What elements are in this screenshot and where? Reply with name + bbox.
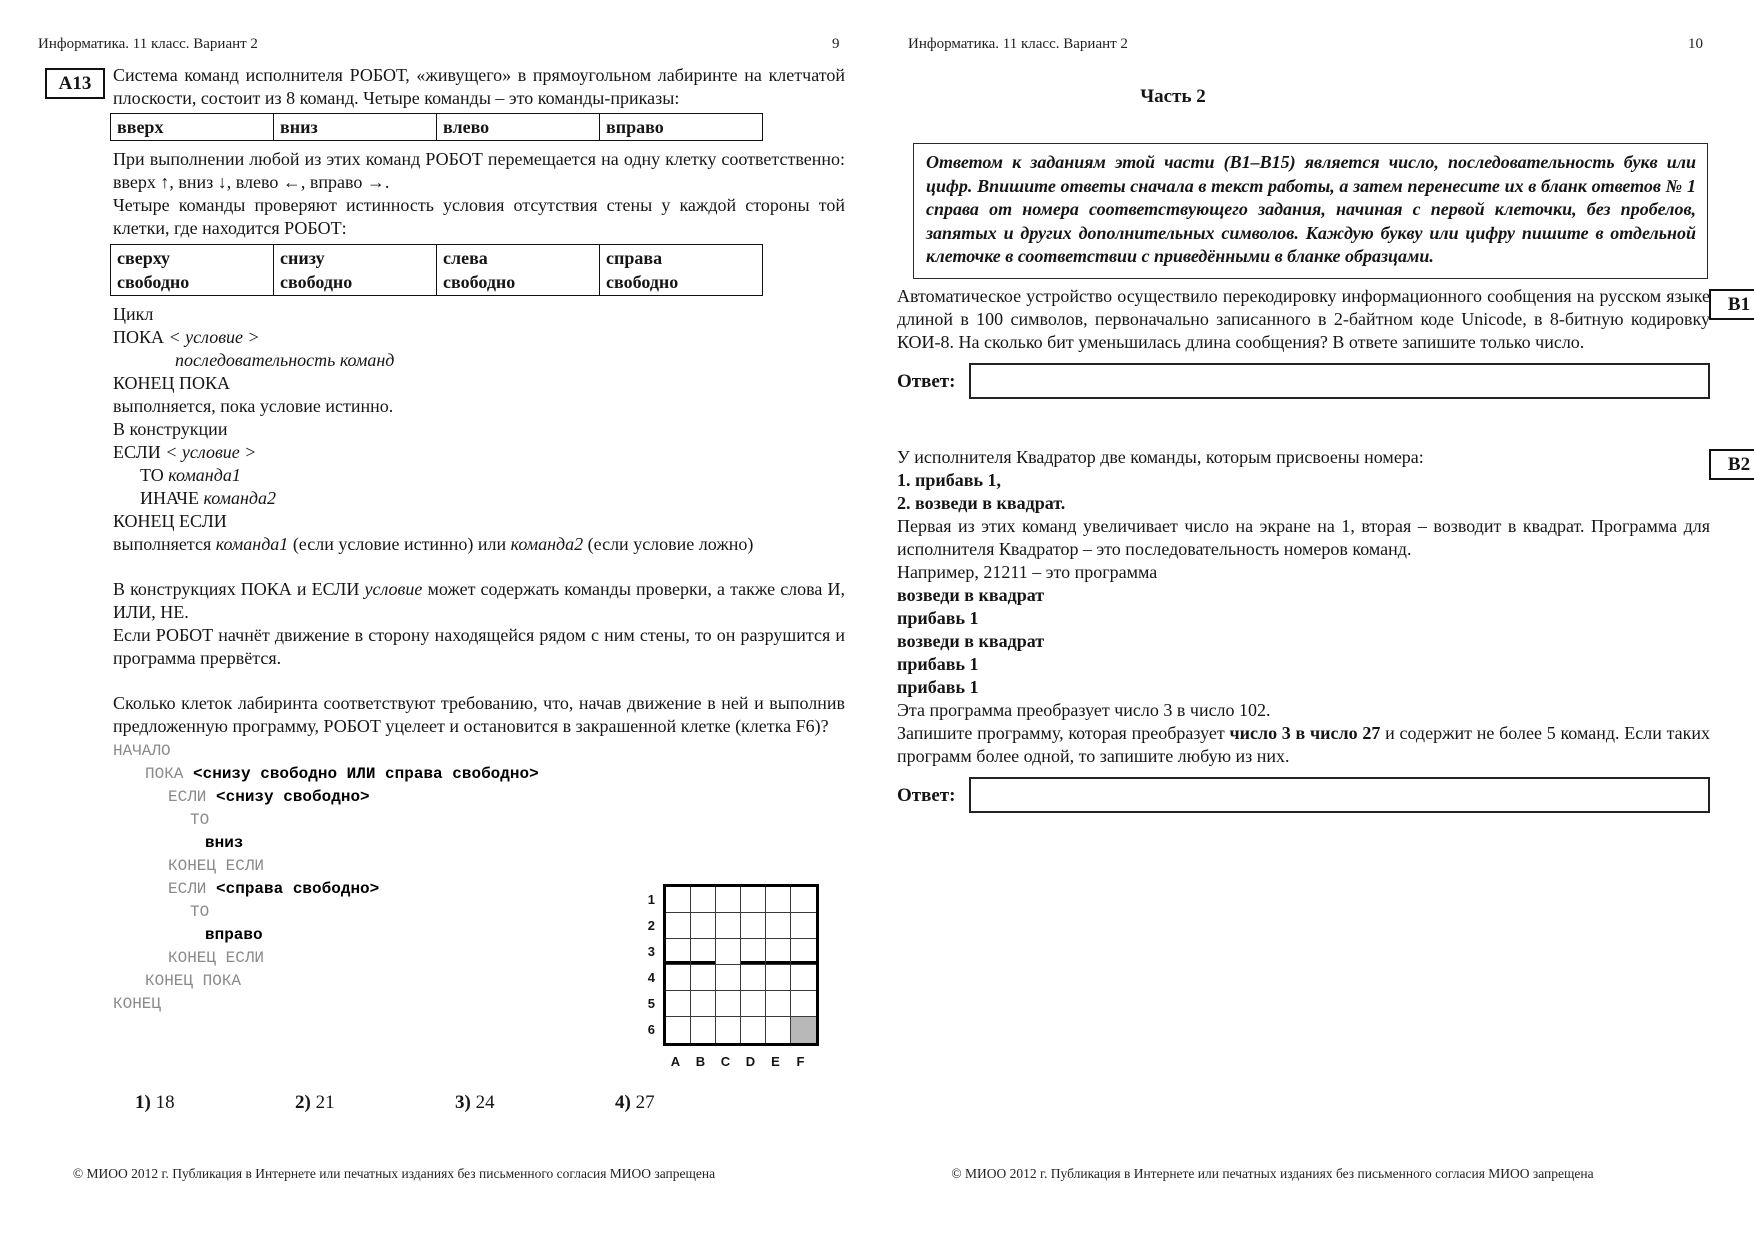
b2-program-line: прибавь 1 [897,654,979,674]
grid-cell-D2 [741,913,766,939]
grid-cell-E6 [766,1017,791,1043]
grid-cell-A2 [666,913,691,939]
grid-cell-F4 [791,965,816,991]
grid-cell-D5 [741,991,766,1017]
code-line: КОНЕЦ ЕСЛИ [168,949,265,967]
grid-cell-E3 [766,939,791,965]
task-question: Сколько клеток лабиринта соответствуют требованию, что, начав движение в ней и выполнив предложенную программу, РОБОТ уцелеет и остановится в закрашенной клетке (клетка F6)? [113,693,845,736]
code-line: НАЧАЛО [113,742,171,760]
b2-command-1: 1. прибавь 1, [897,470,1001,490]
code-line: ПОКА <снизу свободно ИЛИ справа свободно> [145,765,539,783]
cycle-line: ТО команда1 [140,465,241,485]
b2-result: Эта программа преобразует число 3 в число 102. [897,700,1271,720]
code-line: КОНЕЦ ЕСЛИ [168,857,265,875]
page-10 [877,0,1754,1239]
grid-cell-B6 [691,1017,716,1043]
b1-text: Автоматическое устройство осуществило перекодировку информационного сообщения на русском языке длиной в 100 символов, первоначально записанного в 2-байтном коде Unicode, в 8-битную кодировку КОИ-8. На сколько бит уменьшилась длина сообщения? В ответе запишите только число. [897,286,1710,352]
grid-cell-A1 [666,887,691,913]
b2-program-line: прибавь 1 [897,677,979,697]
grid-cell-B1 [691,887,716,913]
grid-cell-C5 [716,991,741,1017]
task-intro: Система команд исполнителя РОБОТ, «живущего» в прямоугольном лабиринте на клетчатой плоскости, состоит из 8 команд. Четыре команды – это команды-приказы: [113,65,845,108]
grid-cell-E4 [766,965,791,991]
b2-paragraph: Первая из этих команд увеличивает число на экране на 1, вторая – возводит в квадрат. Программа для исполнителя Квадратор – это последовательность номеров команд. [897,516,1710,559]
code-line: КОНЕЦ [113,995,162,1013]
grid-column-label: A [670,1054,681,1069]
grid-column-label: E [771,1054,780,1069]
copyright-footer: © МИОО 2012 г. Публикация в Интернете или печатных изданиях без письменного согласия МИОО запрещена [72,1166,716,1181]
b2-program-line: возведи в квадрат [897,585,1045,605]
answer-option-1: 1) 18 [135,1092,175,1113]
grid-row-label: 3 [647,944,655,959]
b2-program-line: прибавь 1 [897,608,979,628]
grid-row-label: 5 [647,996,655,1011]
para-constructions: В конструкциях ПОКА и ЕСЛИ условие может содержать команды проверки, а также слова И, ИЛИ, НЕ. [113,579,846,622]
grid-cell-A4 [666,965,691,991]
grid-row-label: 1 [647,892,655,907]
page-number: 10 [1688,36,1703,52]
labyrinth-figure [642,884,842,1084]
answer-option-2: 2) 21 [295,1092,335,1113]
grid-cell-E5 [766,991,791,1017]
grid-cell-C4 [716,965,741,991]
grid-cell-B5 [691,991,716,1017]
para-check: Четыре команды проверяют истинность условия отсутствия стены у каждой стороны той клетки, где находится РОБОТ: [113,195,845,238]
para-if-explanation: выполняется команда1 (если условие истинно) или команда2 (если условие ложно) [113,534,754,554]
grid-row-label: 2 [647,918,655,933]
code-line: ЕСЛИ <снизу свободно> [168,788,370,806]
b2-intro: У исполнителя Квадратор две команды, которым присвоены номера: [897,447,1424,467]
grid-column-label: B [695,1054,706,1069]
cycle-line: ЕСЛИ < условие > [113,442,257,462]
cycle-line: последовательность команд [175,350,395,370]
grid-cell-F1 [791,887,816,913]
b2-example-intro: Например, 21211 – это программа [897,562,1158,582]
grid-cell-B2 [691,913,716,939]
code-line: ТО [190,811,210,829]
grid-row-label: 6 [647,1022,655,1037]
b2-command-2: 2. возведи в квадрат. [897,493,1066,513]
code-line: вправо [205,926,263,944]
grid-cell-A3 [666,939,691,965]
grid-cell-C6 [716,1017,741,1043]
table-cell: слева свободно [437,245,600,296]
grid-row-label: 4 [647,970,655,985]
b1-answer-field[interactable] [969,363,1710,399]
grid-cell-A5 [666,991,691,1017]
task-badge-a13: А13 [45,68,105,99]
code-line: ЕСЛИ <справа свободно> [168,880,380,898]
labyrinth-grid [663,884,819,1046]
page-header: Информатика. 11 класс. Вариант 2 [38,36,258,52]
code-line: КОНЕЦ ПОКА [145,972,242,990]
cycle-line: ПОКА < условие > [113,327,260,347]
part2-title: Часть 2 [1140,86,1206,107]
cycle-line: КОНЕЦ ПОКА [113,373,231,393]
task-a13-body [113,64,845,1016]
grid-column-labels [663,1054,813,1069]
b2-program-line: возведи в квадрат [897,631,1045,651]
table-cell: справа свободно [600,245,763,296]
grid-cell-D6 [741,1017,766,1043]
grid-cell-B3 [691,939,716,965]
page-number: 9 [832,36,840,52]
b2-answer-label: Ответ: [897,784,956,806]
grid-cell-F2 [791,913,816,939]
table-cell: снизу свободно [274,245,437,296]
page-header: Информатика. 11 класс. Вариант 2 [908,36,1128,52]
cycle-line: ИНАЧЕ команда2 [140,488,277,508]
conditions-table [110,244,763,296]
grid-column-label: C [720,1054,731,1069]
para-wall-crash: Если РОБОТ начнёт движение в сторону находящейся рядом с ним стены, то он разрушится и программа прервётся. [113,625,845,668]
cycle-line: В конструкции [113,419,228,439]
cycle-title: Цикл [113,304,154,324]
grid-column-label: D [745,1054,756,1069]
grid-column-label: F [796,1054,805,1069]
grid-cell-D1 [741,887,766,913]
grid-cell-C1 [716,887,741,913]
b2-task: Запишите программу, которая преобразует число 3 в число 27 и содержит не более 5 команд. Если таких программ более одной, то запишите любую из них. [897,723,1711,766]
answer-options [113,1092,753,1114]
task-b2-body [897,446,1710,813]
para-move: При выполнении любой из этих команд РОБОТ перемещается на одну клетку соответственно: вверх ↑, вниз ↓, влево ←, вправо →. [113,149,845,192]
b2-answer-field[interactable] [969,777,1710,813]
task-badge-b2: В2 [1709,449,1754,480]
table-cell: влево [437,114,600,141]
table-cell: сверху свободно [111,245,274,296]
grid-cell-D4 [741,965,766,991]
grid-cell-F6 [791,1017,816,1043]
grid-row-labels [642,887,655,1043]
answer-option-3: 3) 24 [455,1092,495,1113]
cycle-line: КОНЕЦ ЕСЛИ [113,511,227,531]
table-cell: вверх [111,114,274,141]
task-badge-b1: В1 [1709,289,1754,320]
grid-cell-B4 [691,965,716,991]
grid-cell-A6 [666,1017,691,1043]
table-cell: вниз [274,114,437,141]
part2-instruction-box: Ответом к заданиям этой части (В1–В15) является число, последовательность букв или цифр. Впишите ответы сначала в текст работы, а затем перенесите их в бланк ответов № 1 справа от номера соответствующего задания, начиная с первой клеточки, без пробелов, запятых и других дополнительных символов. Каждую букву или цифру пишите в отдельной клеточке в соответствии с приведёнными в бланке образцами. [913,143,1708,279]
grid-cell-E1 [766,887,791,913]
cycle-line: выполняется, пока условие истинно. [113,396,394,416]
grid-cell-C3 [716,939,741,965]
b2-answer-row [897,777,1710,813]
copyright-footer: © МИОО 2012 г. Публикация в Интернете или печатных изданиях без письменного согласия МИОО запрещена [951,1166,1594,1181]
answer-option-4: 4) 27 [615,1092,655,1113]
grid-cell-E2 [766,913,791,939]
grid-cell-D3 [741,939,766,965]
task-b1-body [897,285,1710,399]
code-line: ТО [190,903,210,921]
code-line: вниз [205,834,244,852]
b1-answer-label: Ответ: [897,370,956,392]
commands-table [110,113,763,141]
grid-cell-F5 [791,991,816,1017]
table-cell: вправо [600,114,763,141]
grid-cell-C2 [716,913,741,939]
b1-answer-row [897,363,1710,399]
grid-cell-F3 [791,939,816,965]
